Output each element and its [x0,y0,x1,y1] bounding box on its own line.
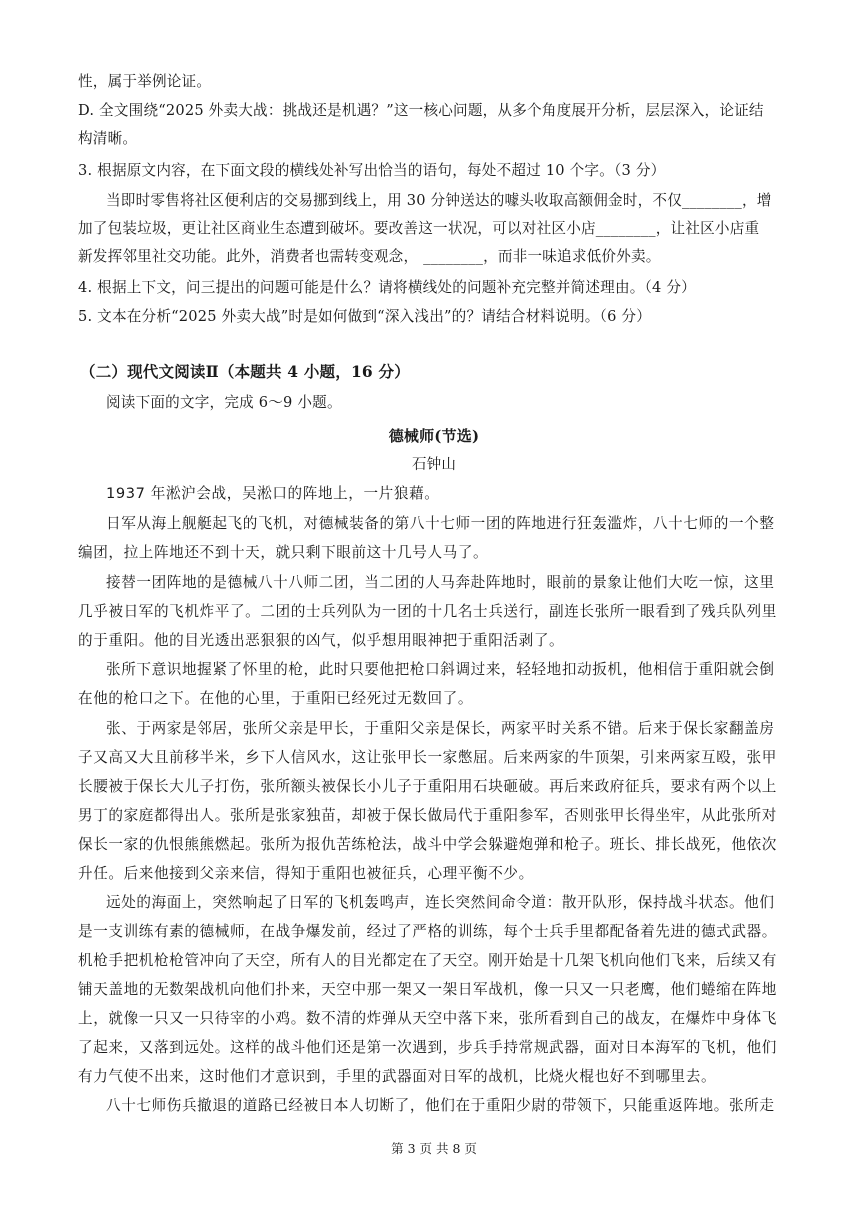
story-line: 机枪手把机枪枪管冲向了天空，所有人的目光都定在了天空。刚开始是十几架飞机向他们飞来，后续又有 [78,952,777,969]
question-3: 3. 根据原文内容，在下面文段的横线处补写出恰当的语句，每处不超过 10 个字。（3 分） [78,162,666,179]
story-line: 男丁的家庭都得出人。张所是张家独苗，却被于保长做局代于重阳参军，否则张甲长得坐牢，从此张所对 [78,807,777,824]
option-c-tail: 性，属于举例论证。 [78,73,212,90]
story-line: 铺天盖地的无数架战机向他们扑来，天空中那一架又一架日军战机，像一只又一只老鹰，他们蜷缩在阵地 [78,981,777,998]
question-5: 5. 文本在分析“2025 外卖大战”时是如何做到“深入浅出”的？请结合材料说明。（6 分） [78,308,652,325]
story-line: 了起来，又落到远处。这样的战斗他们还是第一次遇到，步兵手持常规武器，面对日本海军的飞机，他们 [78,1039,777,1056]
story-line: 张、于两家是邻居，张所父亲是甲长，于重阳父亲是保长，两家平时关系不错。后来于保长家翻盖房 [106,720,775,737]
story-line: 张所下意识地握紧了怀里的枪，此时只要他把枪口斜调过来，轻轻地扣动扳机，他相信于重阳就会倒 [106,661,775,678]
story-line: 接替一团阵地的是德械八十八师二团，当二团的人马奔赴阵地时，眼前的景象让他们大吃一惊，这里 [106,574,775,591]
story-line: 几乎被日军的飞机炸平了。二团的士兵列队为一团的十几名士兵送行，副连长张所一眼看到了残兵队列里 [78,603,777,620]
option-d: D. 全文围绕“2025 外卖大战：挑战还是机遇？”这一核心问题，从多个角度展开分析，层层深入，论证结 [78,102,764,119]
story-line: 是一支训练有素的德械师，在战争爆发前，经过了严格的训练，每个士兵手里都配备着先进的德式武器。 [78,923,777,940]
story-line: 编团，拉上阵地还不到十天，就只剩下眼前这十几号人马了。 [78,544,489,561]
question-4: 4. 根据上下文，问三提出的问题可能是什么？请将横线处的问题补充完整并简述理由。（4 分） [78,279,696,296]
story-author: 石钟山 [411,457,457,473]
story-line: 远处的海面上，突然响起了日军的飞机轰鸣声，连长突然间命令道：散开队形，保持战斗状态。他们 [106,894,775,911]
question-3-passage-line: 加了包装垃圾，更让社区商业生态遭到破坏。要改善这一状况，可以对社区小店________，让社区小店重 [78,220,760,237]
story-line: 1937 年淞沪会战，吴淞口的阵地上，一片狼藉。 [106,485,440,502]
story-line: 的于重阳。他的目光透出恶狠狠的凶气，似乎想用眼神把于重阳活剥了。 [78,632,565,649]
story-line: 在他的枪口之下。在他的心里，于重阳已经死过无数回了。 [78,690,474,707]
story-line: 日军从海上舰艇起飞的飞机，对德械装备的第八十七师一团的阵地进行狂轰滥炸，八十七师的一个整 [106,515,775,532]
story-title: 德械师(节选) [388,427,480,445]
story-line: 有力气使不出来，这时他们才意识到，手里的武器面对日军的战机，比烧火棍也好不到哪里去。 [78,1068,717,1085]
story-line: 子又高又大且前移半米，乡下人信风水，这让张甲长一家憋屈。后来两家的牛顶架，引来两家互殴，张甲 [78,749,777,766]
question-3-passage-line: 新发挥邻里社交功能。此外，消费者也需转变观念， ________，而非一味追求低价外卖。 [78,248,661,265]
story-line: 上，就像一只又一只待宰的小鸡。数不清的炸弹从天空中落下来，张所看到自己的战友，在爆炸中身体飞 [78,1010,777,1027]
option-d-tail: 构清晰。 [78,130,138,147]
reading-instruction: 阅读下面的文字，完成 6～9 小题。 [106,394,342,411]
story-line: 长腰被于保长大儿子打伤，张所额头被保长小儿子于重阳用石块砸破。再后来政府征兵，要求有两个以上 [78,778,777,795]
story-line: 八十七师伤兵撤退的道路已经被日本人切断了，他们在于重阳少尉的带领下，只能重返阵地。张所走 [106,1097,775,1114]
question-3-passage-line: 当即时零售将社区便利店的交易挪到线上，用 30 分钟送达的噱头收取高额佣金时，不仅________，增 [106,192,772,209]
page-footer: 第 3 页 共 8 页 [391,1141,477,1156]
section-heading: （二）现代文阅读Ⅱ（本题共 4 小题，16 分） [80,362,410,381]
story-line: 升任。后来他接到父亲来信，得知于重阳也被征兵，心理平衡不少。 [78,865,534,882]
story-line: 保长一家的仇恨熊熊燃起。张所为报仇苦练枪法，战斗中学会躲避炮弹和枪子。班长、排长战死，他依次 [78,836,777,853]
